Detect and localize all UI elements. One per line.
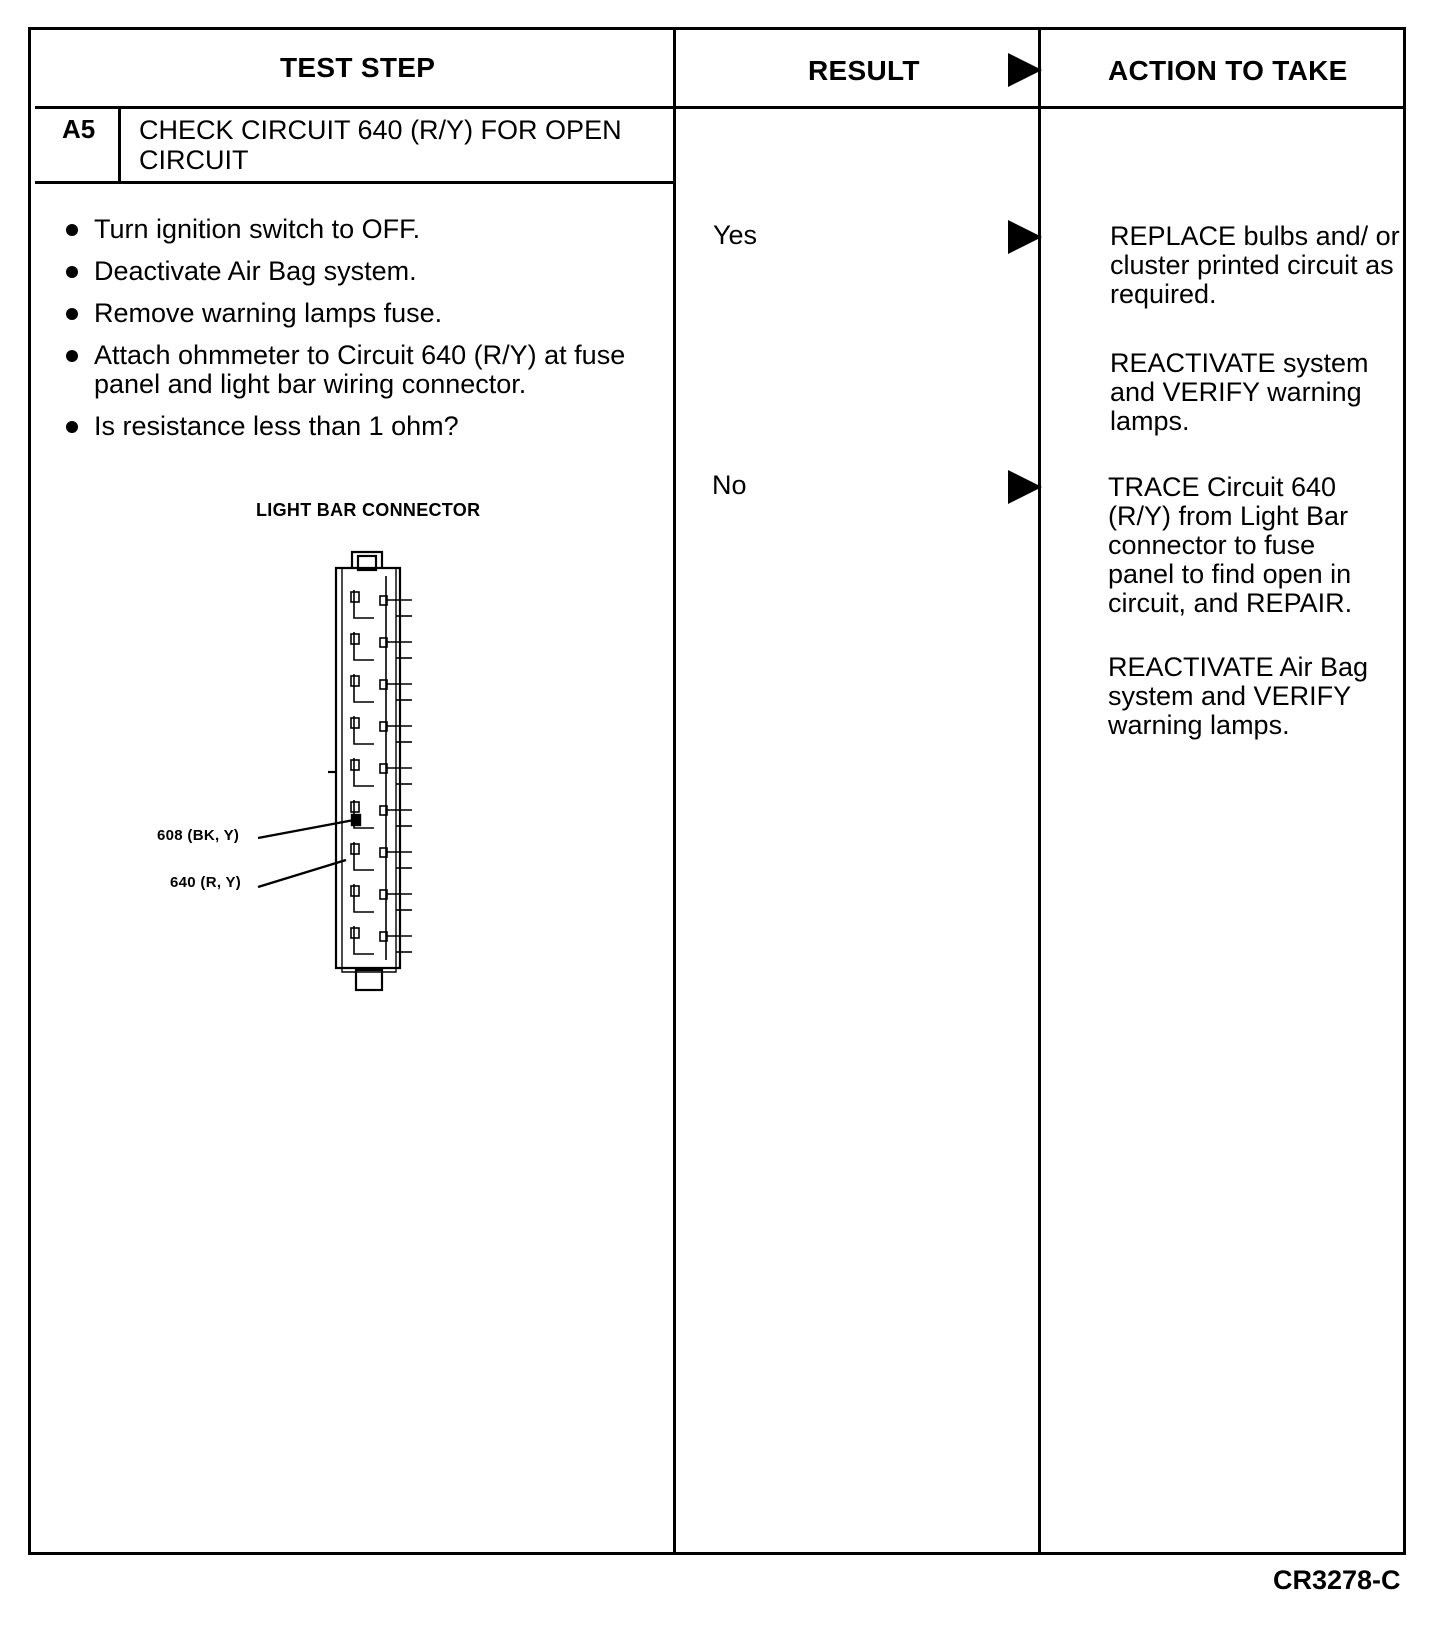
list-item: Turn ignition switch to OFF. (62, 215, 662, 244)
connector-pin-row (351, 884, 412, 912)
list-item: Attach ohmmeter to Circuit 640 (R/Y) at fuse panel and light bar wiring connector. (62, 341, 662, 399)
result-yes: Yes (713, 220, 758, 250)
connector-pin-row (351, 758, 412, 786)
header-arrow-icon (1008, 53, 1042, 87)
connector-pin-row (351, 716, 412, 744)
header-test-step: TEST STEP (280, 52, 436, 83)
step-title-divider (35, 181, 675, 184)
action-yes-reactivate: REACTIVATE system and VERIFY warning lamps. (1110, 348, 1369, 436)
header-action: ACTION TO TAKE (1108, 55, 1348, 86)
pin-label-640: 640 (R, Y) (170, 874, 242, 891)
result-no-arrow-icon (1008, 470, 1042, 504)
header-divider (35, 106, 1405, 109)
action-yes-replace: REPLACE bulbs and/ or cluster printed circuit as required. (1110, 221, 1400, 309)
result-yes-arrow-icon (1008, 220, 1042, 254)
step-title (139, 115, 622, 175)
action-no-trace: TRACE Circuit 640 (R/Y) from Light Bar connector to fuse panel to find open in circuit, and REPAIR. (1108, 472, 1353, 618)
list-item: Deactivate Air Bag system. (62, 257, 662, 286)
step-title-line-1: CHECK CIRCUIT 640 (R/Y) FOR OPEN (139, 115, 622, 145)
header-result: RESULT (808, 55, 920, 86)
test-step-list (62, 215, 662, 454)
pin-label-608: 608 (BK, Y) (157, 827, 240, 844)
connector-pin-row (351, 590, 412, 618)
figure-code: CR3278-C (1273, 1565, 1401, 1595)
step-title-line-2: CIRCUIT (139, 145, 249, 175)
action-no-reactivate: REACTIVATE Air Bag system and VERIFY warning lamps. (1108, 652, 1369, 740)
connector-pin-row (351, 842, 412, 870)
step-id: A5 (62, 114, 96, 144)
column-divider-1 (673, 27, 676, 1555)
connector-pin-row (351, 632, 412, 660)
diagram-title: LIGHT BAR CONNECTOR (256, 500, 481, 520)
list-item: Is resistance less than 1 ohm? (62, 412, 662, 441)
column-divider-2 (1038, 27, 1041, 1555)
step-id-divider (118, 106, 121, 183)
light-bar-connector-diagram (250, 540, 430, 1000)
connector-pin-row (351, 926, 412, 954)
connector-pin-row (351, 674, 412, 702)
list-item: Remove warning lamps fuse. (62, 299, 662, 328)
result-no: No (712, 470, 747, 500)
